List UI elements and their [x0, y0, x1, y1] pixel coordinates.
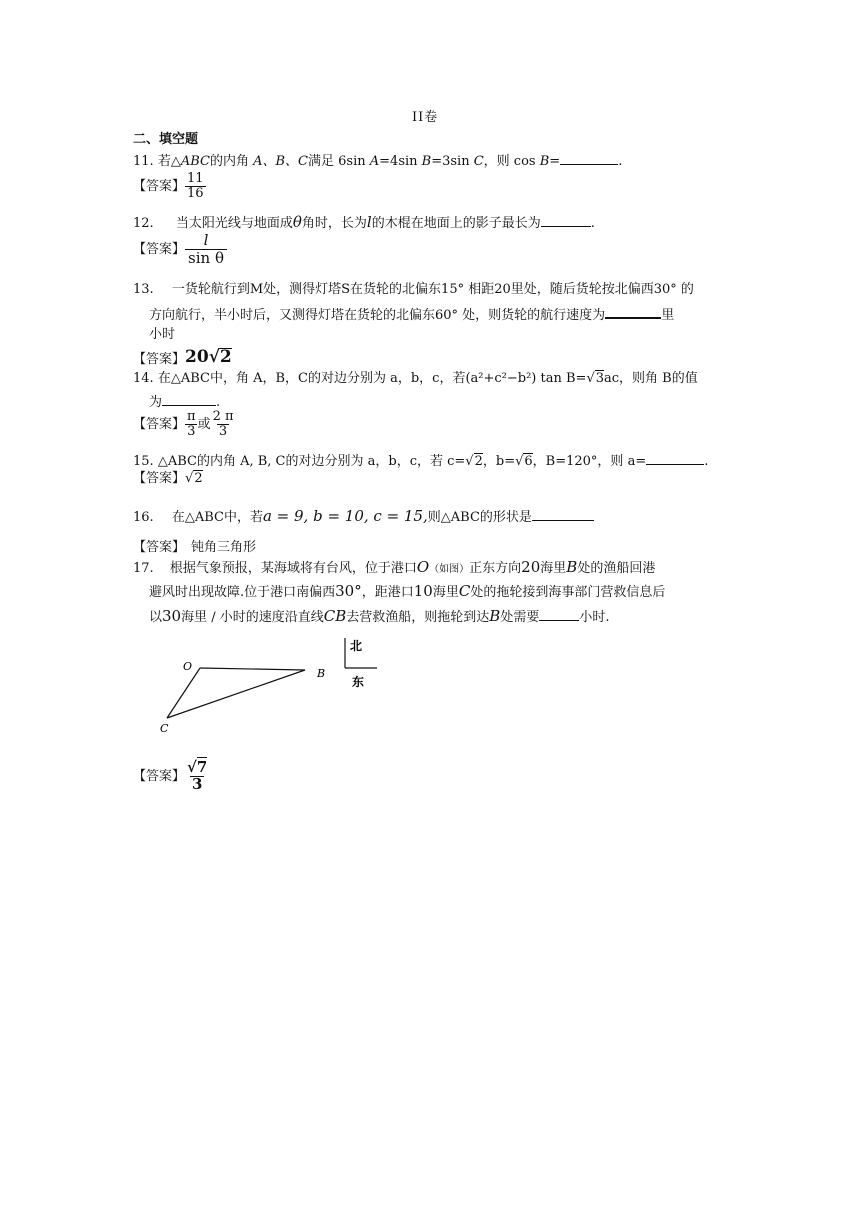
question-text: （如图） — [429, 564, 470, 575]
question-number: 14. — [133, 371, 154, 386]
math-symbol: 10 — [413, 582, 433, 600]
question-text: 方向航行，半小时后，又测得灯塔在货轮的北偏东60° 处，则货轮的航行速度为 — [149, 308, 606, 323]
question-text: 的木棍在地面上的影子最长为 — [371, 216, 541, 231]
answer-label: 【答案】 — [133, 540, 186, 555]
question-text: ，b= — [482, 454, 516, 469]
answer-blank — [541, 214, 591, 227]
radicand: 6 — [524, 454, 533, 469]
math-symbol: C — [458, 582, 471, 600]
question-number: 13. — [133, 282, 154, 297]
radicand: 2 — [219, 347, 232, 367]
question-text: 海里 — [432, 585, 459, 600]
question-text: 满足 6sin — [308, 154, 370, 169]
segment-CB — [167, 670, 305, 718]
denominator: sin θ — [185, 249, 227, 267]
sqrt-icon: √ — [187, 758, 197, 776]
question-text: 若△ — [157, 154, 181, 169]
answer-fraction-2 — [211, 410, 236, 438]
question-text: ，则 cos — [483, 154, 540, 169]
math-symbol: B — [421, 154, 432, 169]
question-text: 小时 — [149, 327, 176, 342]
answer-blank — [539, 608, 579, 621]
question-number: 11. — [133, 154, 154, 169]
answer-fraction-1 — [185, 410, 198, 438]
compass-east-label: 东 — [352, 675, 365, 689]
answer-blank — [560, 152, 618, 165]
question-text: . — [216, 395, 221, 410]
sqrt-icon: √ — [185, 471, 194, 486]
answer-coefficient: 20 — [185, 347, 209, 367]
compass-north-label: 北 — [350, 639, 363, 653]
answer-blank — [532, 508, 594, 521]
question-13-line-2 — [149, 305, 674, 322]
question-text: 避风时出现故障.位于港口南偏西 — [149, 585, 336, 600]
denominator: 16 — [187, 185, 204, 201]
answer-label: 【答案】 — [133, 768, 186, 784]
radicand: 2 — [474, 454, 483, 469]
question-text: 根据气象预报，某海域将有台风，位于港口 — [169, 561, 417, 576]
question-text: 处的拖轮接到海事部门营救信息后 — [470, 585, 666, 600]
denominator: 3 — [191, 774, 203, 793]
answer-label: 【答案】 — [133, 242, 186, 258]
radicand: 7 — [196, 758, 208, 776]
label-O: O — [183, 660, 193, 673]
question-text: 去营救渔船，则拖轮到达 — [346, 610, 490, 625]
math-symbol: 20 — [521, 558, 541, 576]
question-text: 则△ABC的形状是 — [427, 510, 532, 525]
question-text: ac，则角 B的值 — [604, 371, 698, 386]
question-15 — [133, 452, 708, 468]
question-14-line-2 — [149, 393, 220, 409]
question-text: 在△ABC中，角 A，B，C的对边分别为 a，b，c，若(a²+c²−b²) tan B= — [157, 371, 587, 386]
denominator: 3 — [187, 423, 196, 439]
question-text: =4sin — [379, 154, 422, 169]
question-11 — [133, 152, 622, 168]
sqrt-icon: √ — [465, 454, 474, 469]
answer-label: 【答案】 — [133, 352, 186, 367]
answer-14 — [133, 410, 236, 438]
question-text: ，B=120°，则 a= — [532, 454, 647, 469]
numerator: 2 π — [212, 409, 234, 424]
question-13-line-3 — [149, 328, 175, 341]
question-text: 的内角 — [209, 154, 249, 169]
answer-17 — [133, 760, 209, 793]
triangle-figure — [150, 630, 410, 740]
question-16 — [133, 508, 594, 524]
question-text: 角时，长为 — [301, 216, 367, 231]
math-symbol: l — [366, 213, 372, 231]
radicand: 3 — [595, 371, 605, 386]
question-text: 处需要 — [500, 610, 540, 625]
question-text: ，距港口 — [361, 585, 414, 600]
math-symbol: B — [539, 154, 550, 169]
answer-16 — [133, 541, 256, 554]
label-C: C — [160, 722, 169, 735]
question-text: . — [618, 154, 623, 169]
math-symbol: A、B、C — [248, 154, 309, 169]
question-17 — [133, 560, 655, 575]
denominator: 3 — [218, 423, 228, 439]
math-symbol: 30° — [335, 582, 362, 600]
answer-connector: 或 — [197, 416, 211, 432]
answer-label: 【答案】 — [133, 471, 186, 486]
segment-OB — [200, 668, 305, 670]
math-symbol: O — [416, 558, 430, 576]
answer-fraction — [185, 233, 227, 267]
question-number: 16. — [133, 510, 154, 525]
page-title: II卷 — [412, 110, 439, 125]
question-text: =3sin — [431, 154, 474, 169]
answer-15 — [133, 472, 203, 485]
question-text: 正东方向 — [469, 561, 522, 576]
question-text: 处的渔船回港 — [577, 561, 656, 576]
question-17-line-2 — [149, 584, 665, 599]
question-text: 为 — [149, 395, 163, 410]
question-14 — [133, 372, 698, 385]
math-symbol: B — [489, 607, 501, 625]
numerator: 11 — [187, 171, 204, 186]
question-text: 海里 / 小时的速度沿直线 — [181, 610, 324, 625]
answer-label: 【答案】 — [133, 416, 186, 432]
question-text: . — [704, 454, 709, 469]
numerator: π — [187, 409, 196, 424]
math-symbol: C — [473, 154, 484, 169]
answer-blank — [605, 305, 661, 319]
math-symbol: B — [566, 558, 578, 576]
math-symbol: A — [369, 154, 380, 169]
answer-fraction — [185, 760, 209, 793]
sqrt-icon: √ — [515, 454, 524, 469]
question-text: 在△ABC中，若 — [171, 510, 263, 525]
answer-11 — [133, 172, 206, 200]
sqrt-icon: √ — [208, 347, 220, 367]
question-text: 里 — [661, 308, 675, 323]
answer-13 — [133, 348, 232, 366]
condition-math: a = 9, b = 10, c = 15, — [262, 507, 428, 525]
question-number: 12. — [133, 216, 154, 231]
label-B: B — [317, 667, 326, 680]
question-13 — [133, 283, 694, 296]
question-text: 海里 — [540, 561, 567, 576]
answer-12 — [133, 233, 227, 267]
answer-blank — [162, 393, 216, 406]
question-number: 15. — [133, 454, 154, 469]
question-text: 当太阳光线与地面成 — [175, 216, 293, 231]
answer-text: 钝角三角形 — [191, 540, 257, 555]
math-symbol: 30 — [162, 607, 182, 625]
math-symbol: ABC — [180, 154, 210, 169]
answer-blank — [646, 452, 704, 465]
sqrt-icon: √ — [586, 371, 595, 386]
answer-fraction — [185, 172, 206, 200]
question-text: = — [549, 154, 561, 169]
question-number: 17. — [133, 561, 154, 576]
question-text: 一货轮航行到M处，测得灯塔S在货轮的北偏东15° 相距20里处，随后货轮按北偏西30° 的 — [171, 282, 694, 297]
numerator: l — [203, 231, 209, 249]
question-17-line-3 — [149, 608, 609, 624]
math-symbol: CB — [323, 607, 347, 625]
segment-OC — [167, 668, 200, 718]
question-12 — [133, 214, 595, 230]
math-symbol: θ — [292, 213, 302, 231]
question-text: . — [590, 216, 595, 231]
answer-label: 【答案】 — [133, 178, 186, 194]
question-text: 小时. — [579, 610, 610, 625]
question-text: 以 — [149, 610, 163, 625]
question-text: △ABC的内角 A, B, C的对边分别为 a，b，c，若 c= — [157, 454, 466, 469]
numerator — [185, 760, 209, 776]
section-heading: 二、填空题 — [133, 132, 199, 147]
radicand: 2 — [194, 471, 203, 486]
